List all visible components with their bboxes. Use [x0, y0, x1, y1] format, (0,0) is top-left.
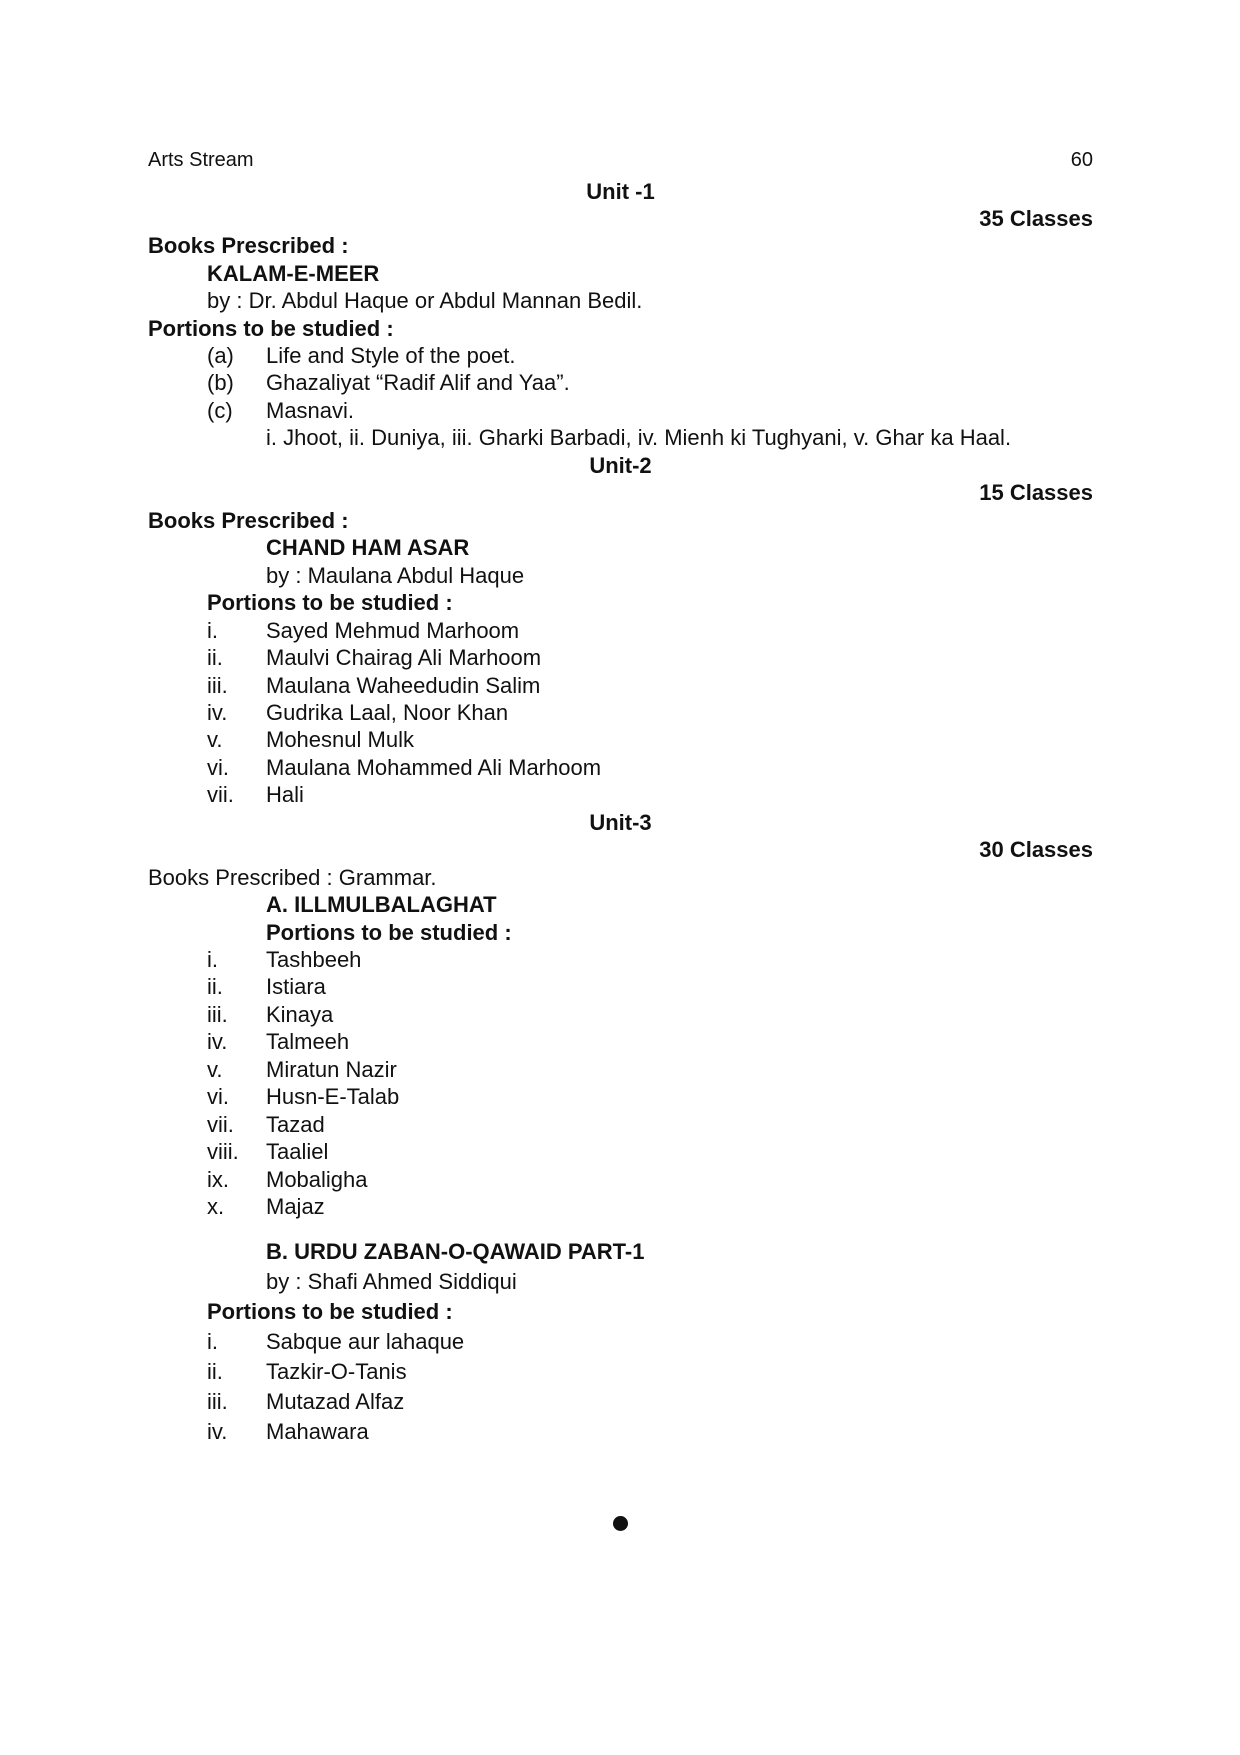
list-item [148, 369, 1093, 396]
list-item [148, 1328, 1093, 1355]
item-text: Life and Style of the poet. [266, 343, 516, 368]
item-number: iv. [207, 700, 228, 725]
list-item [148, 726, 1093, 753]
running-header: Arts Stream [148, 149, 254, 171]
item-text: Tashbeeh [266, 947, 362, 972]
item-number: (b) [207, 370, 234, 395]
item-text: Masnavi. [266, 398, 355, 423]
item-text: Hali [266, 782, 304, 807]
item-text: Maulana Waheedudin Salim [266, 673, 541, 698]
item-number: ii. [207, 974, 223, 999]
list-item [148, 672, 1093, 699]
item-number: ii. [207, 1359, 223, 1384]
list-item [148, 1193, 1093, 1220]
unit1-portions-label: Portions to be studied : [148, 316, 394, 341]
unit2-title: Unit-2 [589, 453, 652, 478]
item-number: i. [207, 947, 218, 972]
unit1-books-label: Books Prescribed : [148, 233, 349, 258]
list-item [148, 1028, 1093, 1055]
item-number: vi. [207, 755, 229, 780]
list-item [148, 1166, 1093, 1193]
item-text: Sabque aur lahaque [266, 1329, 465, 1354]
unit1-book-title: KALAM-E-MEER [207, 261, 380, 286]
item-number: v. [207, 1057, 223, 1082]
unit3-classes: 30 Classes [979, 837, 1093, 862]
item-text: Taaliel [266, 1139, 329, 1164]
item-number: x. [207, 1194, 225, 1219]
item-text: Ghazaliyat “Radif Alif and Yaa”. [266, 370, 570, 395]
section-b-author: by : Shafi Ahmed Siddiqui [266, 1269, 517, 1294]
list-item [148, 1111, 1093, 1138]
list-item [148, 973, 1093, 1000]
item-text: Tazad [266, 1112, 325, 1137]
unit2-books-label: Books Prescribed : [148, 508, 349, 533]
unit2-book-title: CHAND HAM ASAR [266, 535, 470, 560]
section-a-title: A. ILLMULBALAGHAT [266, 892, 497, 917]
list-item [148, 1418, 1093, 1445]
section-a-portions-label: Portions to be studied : [266, 920, 512, 945]
list-item [148, 617, 1093, 644]
unit2-book-author: by : Maulana Abdul Haque [266, 563, 525, 588]
item-text: Talmeeh [266, 1029, 350, 1054]
unit1-title: Unit -1 [586, 179, 655, 204]
list-item [148, 397, 1093, 424]
page-number: 60 [1070, 149, 1093, 171]
item-text: Mohesnul Mulk [266, 727, 414, 752]
item-number: i. [207, 1329, 218, 1354]
item-number: ii. [207, 645, 223, 670]
item-text: Mobaligha [266, 1167, 368, 1192]
masnavi-list: i. Jhoot, ii. Duniya, iii. Gharki Barbadi, iv. Mienh ki Tughyani, v. Ghar ka Haal. [266, 425, 1012, 450]
item-text: Istiara [266, 974, 326, 999]
list-item [148, 946, 1093, 973]
item-text: Mutazad Alfaz [266, 1389, 405, 1414]
item-number: v. [207, 727, 223, 752]
item-text: Maulvi Chairag Ali Marhoom [266, 645, 542, 670]
item-number: viii. [207, 1139, 239, 1164]
item-text: Husn-E-Talab [266, 1084, 400, 1109]
unit2-portions-label: Portions to be studied : [207, 590, 453, 615]
item-number: iii. [207, 1389, 228, 1414]
item-number: vii. [207, 782, 234, 807]
item-number: (c) [207, 398, 233, 423]
document-page [148, 0, 1093, 1755]
list-item [148, 1083, 1093, 1110]
list-item [148, 754, 1093, 781]
list-item [148, 342, 1093, 369]
item-number: (a) [207, 343, 234, 368]
item-number: iv. [207, 1029, 228, 1054]
unit3-books-label: Books Prescribed : Grammar. [148, 865, 437, 890]
item-number: iii. [207, 673, 228, 698]
item-number: ix. [207, 1167, 229, 1192]
list-item [148, 644, 1093, 671]
item-text: Gudrika Laal, Noor Khan [266, 700, 509, 725]
item-text: Miratun Nazir [266, 1057, 397, 1082]
item-number: vii. [207, 1112, 234, 1137]
list-item [148, 1056, 1093, 1083]
item-number: iv. [207, 1419, 228, 1444]
list-item [148, 1358, 1093, 1385]
item-number: i. [207, 618, 218, 643]
section-b-title: B. URDU ZABAN-O-QAWAID PART-1 [266, 1239, 645, 1264]
item-text: Sayed Mehmud Marhoom [266, 618, 520, 643]
list-item [148, 1138, 1093, 1165]
unit2-classes: 15 Classes [979, 480, 1093, 505]
list-item [148, 781, 1093, 808]
list-item [148, 1388, 1093, 1415]
item-text: Mahawara [266, 1419, 369, 1444]
item-text: Majaz [266, 1194, 325, 1219]
section-b-portions-label: Portions to be studied : [207, 1299, 453, 1324]
end-bullet-icon [613, 1516, 628, 1531]
item-text: Tazkir-O-Tanis [266, 1359, 407, 1384]
unit1-book-author: by : Dr. Abdul Haque or Abdul Mannan Bedil. [207, 288, 643, 313]
item-text: Maulana Mohammed Ali Marhoom [266, 755, 602, 780]
item-number: vi. [207, 1084, 229, 1109]
item-number: iii. [207, 1002, 228, 1027]
list-item [148, 699, 1093, 726]
unit3-title: Unit-3 [589, 810, 652, 835]
unit1-classes: 35 Classes [979, 206, 1093, 231]
item-text: Kinaya [266, 1002, 334, 1027]
list-item [148, 1001, 1093, 1028]
